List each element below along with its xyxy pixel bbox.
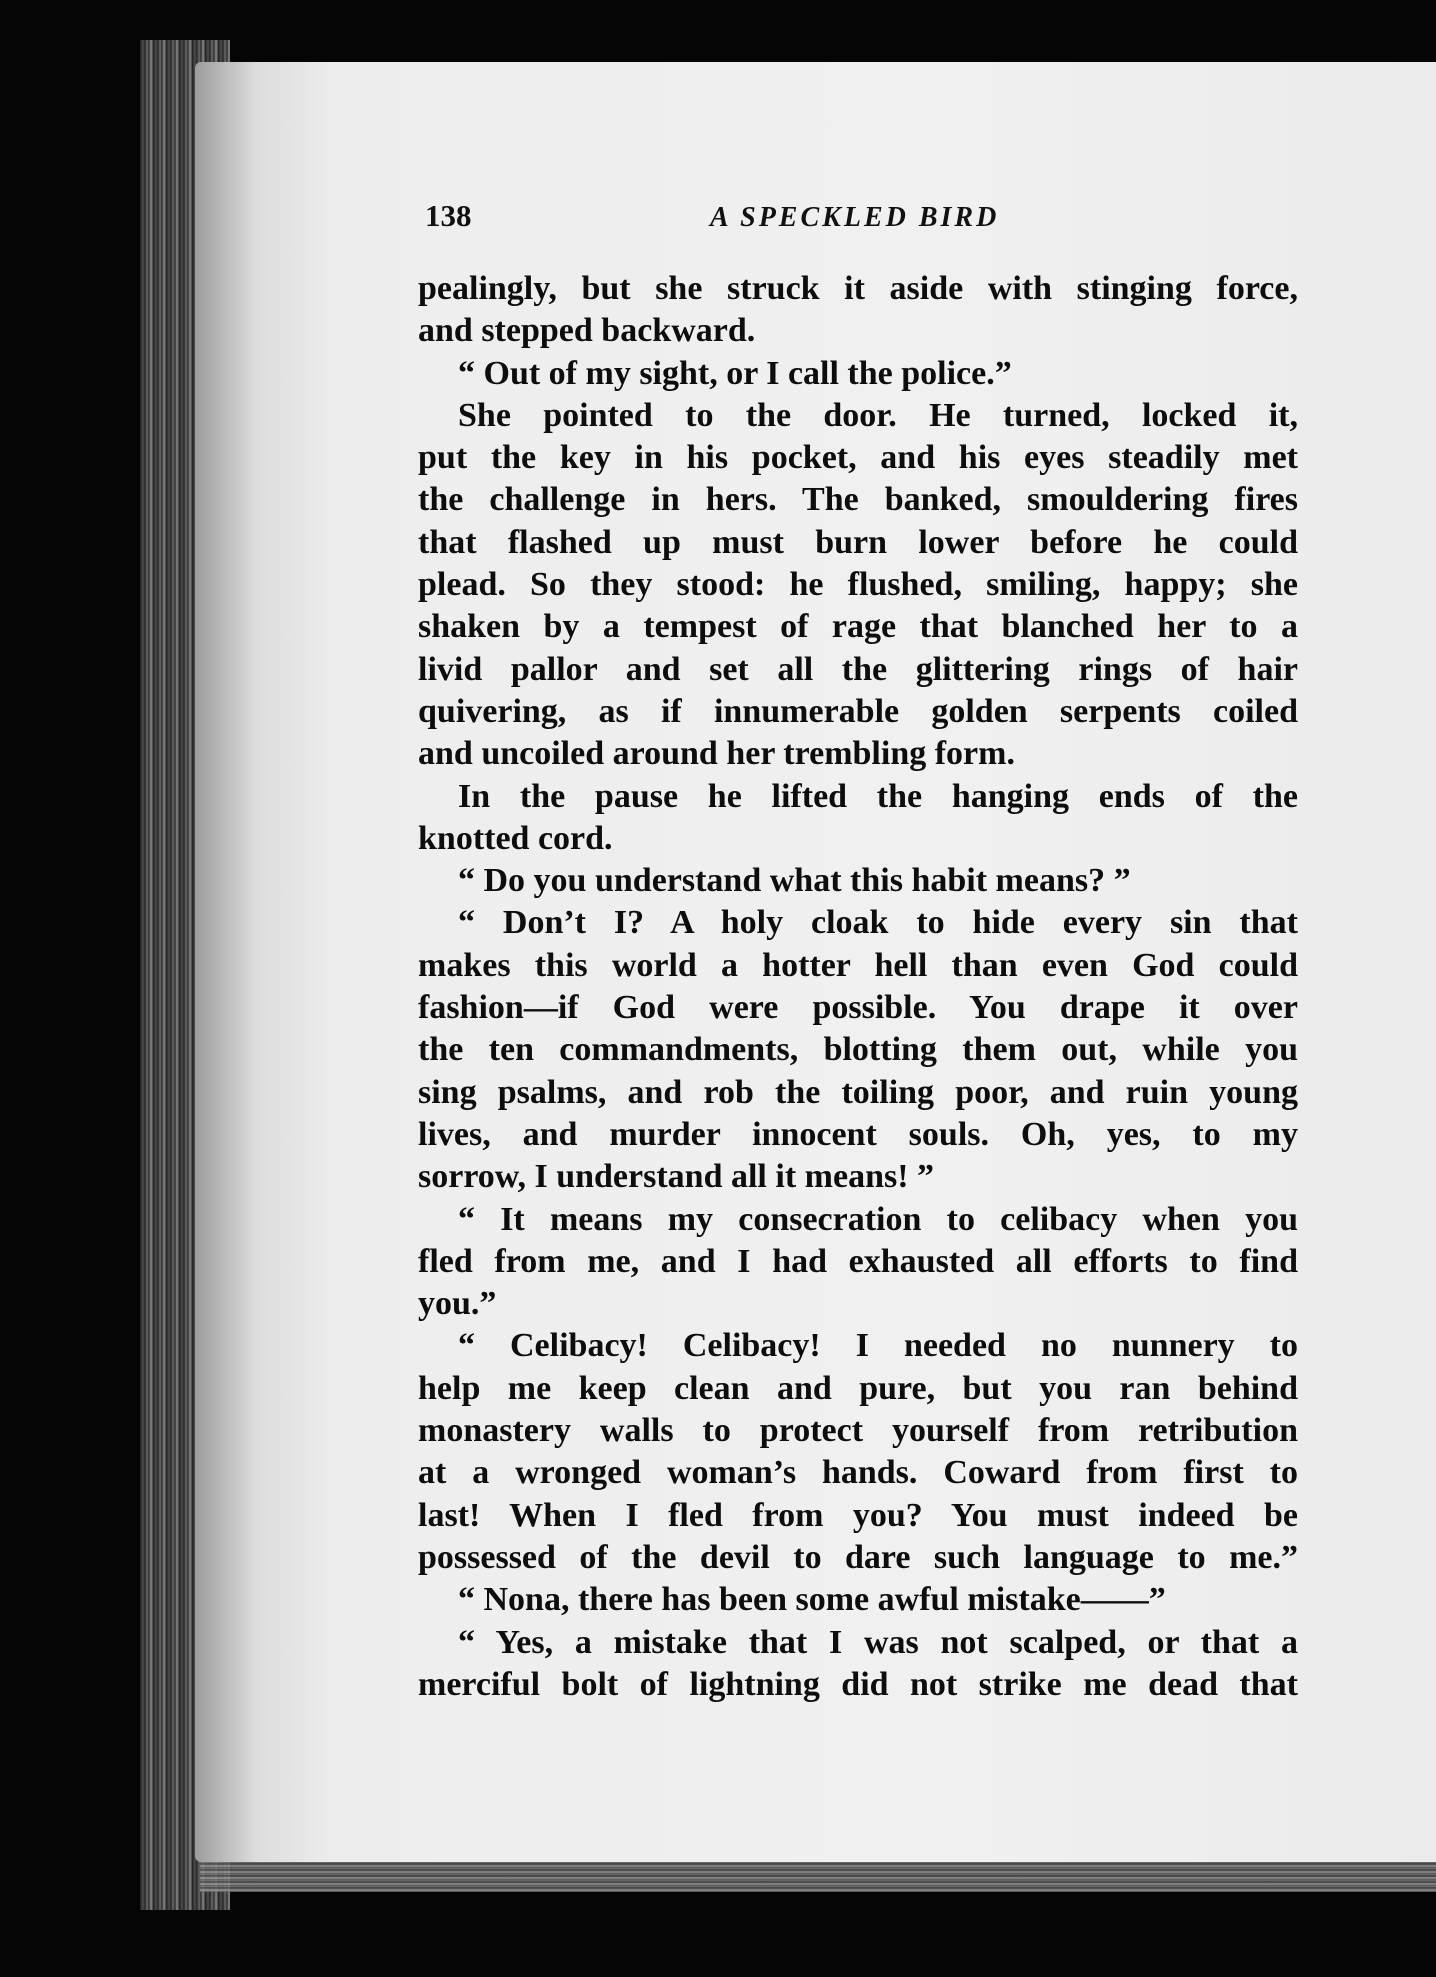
text-line: monastery walls to protect yourself from retribution — [418, 1412, 1298, 1450]
text-line: possessed of the devil to dare such language to me.” — [418, 1538, 1298, 1576]
text-line: that flashed up must burn lower before he could — [418, 523, 1298, 561]
text-line: “ Do you understand what this habit means? ” — [458, 862, 1131, 900]
text-line: “ Don’t I? A holy cloak to hide every sin that — [458, 904, 1298, 942]
text-line: help me keep clean and pure, but you ran behind — [418, 1369, 1298, 1407]
text-line: fashion—if God were possible. You drape it over — [418, 989, 1298, 1027]
text-line: quivering, as if innumerable golden serpents coiled — [418, 692, 1298, 730]
text-line: put the key in his pocket, and his eyes steadily met — [418, 439, 1298, 477]
text-line: sing psalms, and rob the toiling poor, and ruin young — [418, 1073, 1298, 1111]
running-title: A SPECKLED BIRD — [710, 202, 1000, 233]
page-header — [415, 198, 1315, 238]
text-line: pealingly, but she struck it aside with stinging force, — [418, 270, 1298, 307]
text-line: “ Out of my sight, or I call the police.” — [458, 354, 1012, 392]
text-line: shaken by a tempest of rage that blanched her to a — [418, 608, 1298, 646]
text-line: knotted cord. — [418, 819, 613, 857]
text-line: fled from me, and I had exhausted all efforts to find — [418, 1242, 1298, 1280]
body-text — [418, 268, 1298, 1706]
text-line: you.” — [418, 1285, 497, 1323]
text-line: last! When I fled from you? You must indeed be — [418, 1496, 1298, 1534]
text-line: “ Yes, a mistake that I was not scalped, or that a — [458, 1623, 1298, 1661]
text-line: and stepped backward. — [418, 312, 756, 350]
text-line: merciful bolt of lightning did not strike me dead that — [418, 1665, 1298, 1703]
book-bottom-edge — [200, 1862, 1436, 1892]
text-line: She pointed to the door. He turned, locked it, — [458, 396, 1298, 434]
text-line: the challenge in hers. The banked, smouldering fires — [418, 481, 1298, 519]
page-number: 138 — [425, 198, 472, 233]
text-line: the ten commandments, blotting them out, while you — [418, 1031, 1298, 1069]
text-line: “ It means my consecration to celibacy when you — [458, 1200, 1298, 1238]
text-line: In the pause he lifted the hanging ends of the — [458, 777, 1298, 815]
text-line: lives, and murder innocent souls. Oh, yes, to my — [418, 1115, 1298, 1153]
text-line: and uncoiled around her trembling form. — [418, 735, 1015, 773]
text-line: livid pallor and set all the glittering rings of hair — [418, 650, 1298, 688]
text-line: sorrow, I understand all it means! ” — [418, 1158, 935, 1196]
text-line: at a wronged woman’s hands. Coward from first to — [418, 1454, 1298, 1492]
text-line: “ Nona, there has been some awful mistake——” — [458, 1581, 1166, 1619]
text-line: plead. So they stood: he flushed, smiling, happy; she — [418, 566, 1298, 604]
text-line: “ Celibacy! Celibacy! I needed no nunnery to — [458, 1327, 1298, 1365]
text-line: makes this world a hotter hell than even God could — [418, 946, 1298, 984]
